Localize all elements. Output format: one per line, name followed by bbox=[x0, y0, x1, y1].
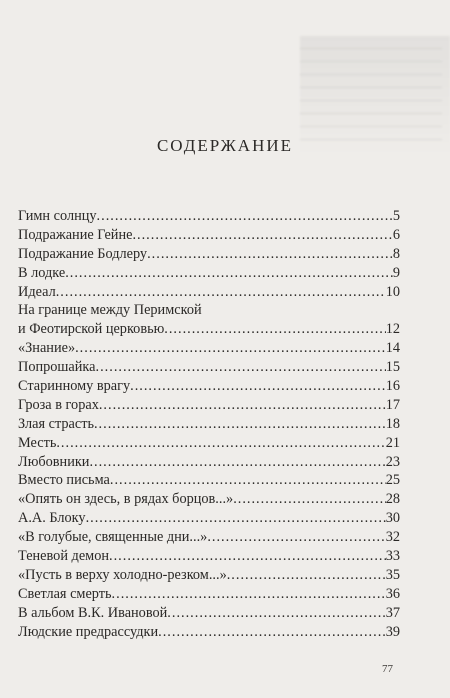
toc-entry-title: Месть bbox=[18, 434, 57, 451]
toc-entry-page: 23 bbox=[385, 453, 400, 470]
toc-entry bbox=[18, 320, 400, 339]
dot-leader bbox=[110, 471, 386, 490]
dot-leader bbox=[112, 585, 386, 604]
dot-leader bbox=[158, 623, 386, 642]
toc-entry-page: 28 bbox=[385, 491, 400, 508]
toc-entry bbox=[18, 396, 400, 415]
dot-leader bbox=[132, 226, 392, 245]
toc-entry-title: Любовники bbox=[18, 453, 90, 470]
toc-entry-title: Вместо письма bbox=[18, 472, 110, 489]
toc-entry-page: 25 bbox=[385, 472, 400, 489]
dot-leader bbox=[99, 396, 386, 415]
toc-entry-page: 8 bbox=[392, 245, 400, 262]
toc-entry-page: 15 bbox=[385, 359, 400, 376]
toc-entry bbox=[18, 283, 400, 302]
contents-title: СОДЕРЖАНИЕ bbox=[156, 136, 294, 155]
toc-entry-title: Светлая смерть bbox=[18, 585, 112, 602]
toc-entry bbox=[18, 226, 400, 245]
toc-entry-title: Подражание Гейне bbox=[18, 226, 133, 243]
toc-entry-page: 5 bbox=[392, 208, 400, 224]
dot-leader bbox=[130, 377, 386, 396]
toc-entry-page: 12 bbox=[385, 321, 400, 338]
toc-entry bbox=[18, 490, 400, 509]
toc-entry bbox=[18, 528, 400, 547]
toc-entry-title: На границе между Перимской bbox=[18, 302, 202, 319]
toc-entry bbox=[18, 264, 400, 283]
toc-entry-page: 17 bbox=[385, 396, 400, 413]
dot-leader bbox=[97, 207, 393, 226]
dot-leader bbox=[164, 320, 385, 339]
page-number: 77 bbox=[382, 663, 393, 675]
toc-entry-page: 37 bbox=[385, 604, 400, 621]
toc-entry bbox=[18, 604, 400, 623]
toc-entry-page: 30 bbox=[385, 510, 400, 527]
toc-entry bbox=[18, 415, 400, 434]
toc-entry-title: Гимн солнцу bbox=[18, 208, 97, 224]
dot-leader bbox=[65, 264, 393, 283]
dot-leader bbox=[89, 453, 385, 472]
dot-leader bbox=[227, 566, 386, 585]
dot-leader bbox=[56, 283, 386, 302]
toc-entry bbox=[18, 377, 400, 396]
toc-entry bbox=[18, 623, 400, 642]
toc-entry-title: Злая страсть bbox=[18, 415, 94, 432]
toc-entry-page: 16 bbox=[385, 378, 400, 395]
toc-entry-title: Гроза в горах bbox=[18, 396, 99, 413]
toc-entry-page: 21 bbox=[385, 434, 400, 451]
toc-entry-title: Теневой демон bbox=[18, 548, 110, 565]
dot-leader bbox=[75, 339, 386, 358]
toc-entry-title: А.А. Блоку bbox=[18, 510, 86, 527]
toc-entry-title: «Знание» bbox=[18, 340, 76, 357]
toc-entry bbox=[18, 585, 400, 604]
dot-leader bbox=[94, 415, 386, 434]
dot-leader bbox=[207, 528, 385, 547]
toc-entry-title: Людские предрассудки bbox=[18, 623, 159, 640]
toc-entry-first-line bbox=[18, 301, 400, 320]
toc-entry-title: «В голубые, священные дни...» bbox=[18, 529, 208, 546]
dot-leader bbox=[167, 604, 385, 623]
toc-entry-title: Идеал bbox=[18, 283, 56, 300]
toc-entry bbox=[18, 471, 400, 490]
toc-entry-page: 6 bbox=[392, 226, 400, 243]
toc-entry bbox=[18, 339, 400, 358]
toc-entry bbox=[18, 547, 400, 566]
toc-entry-title: Подражание Бодлеру bbox=[18, 245, 148, 262]
toc-entry bbox=[18, 566, 400, 585]
toc-entry-page: 33 bbox=[385, 548, 400, 565]
toc-entry bbox=[18, 207, 400, 226]
toc-entry-title: В лодке bbox=[18, 264, 66, 281]
toc-entry-page: 32 bbox=[385, 529, 400, 546]
toc-entry-title: «Опять он здесь, в рядах борцов...» bbox=[18, 491, 234, 508]
toc-entry bbox=[18, 434, 400, 453]
toc-entry-page: 14 bbox=[385, 340, 400, 357]
toc-entry-page: 35 bbox=[385, 566, 400, 583]
dot-leader bbox=[96, 358, 386, 377]
toc-entry-title: Старинному врагу bbox=[18, 378, 131, 395]
toc-entry bbox=[18, 245, 400, 264]
toc-entry-title: и Феотирской церковью bbox=[18, 321, 165, 338]
toc-entry bbox=[18, 358, 400, 377]
toc-entry-page: 18 bbox=[385, 415, 400, 432]
toc-entry-page: 39 bbox=[385, 623, 400, 640]
toc-entry bbox=[18, 509, 400, 528]
dot-leader bbox=[109, 547, 386, 566]
toc-entry-page: 9 bbox=[392, 264, 400, 281]
dot-leader bbox=[56, 434, 385, 453]
table-of-contents bbox=[18, 207, 400, 641]
toc-entry-title: Попрошайка bbox=[18, 359, 96, 376]
toc-entry bbox=[18, 453, 400, 472]
toc-entry-title: «Пусть в верху холодно-резком...» bbox=[18, 566, 227, 583]
dot-leader bbox=[233, 490, 386, 509]
dot-leader bbox=[86, 509, 386, 528]
toc-entry-page: 10 bbox=[385, 283, 400, 300]
toc-entry-page: 36 bbox=[385, 585, 400, 602]
dot-leader bbox=[147, 245, 393, 264]
toc-entry-title: В альбом В.К. Ивановой bbox=[18, 604, 168, 621]
